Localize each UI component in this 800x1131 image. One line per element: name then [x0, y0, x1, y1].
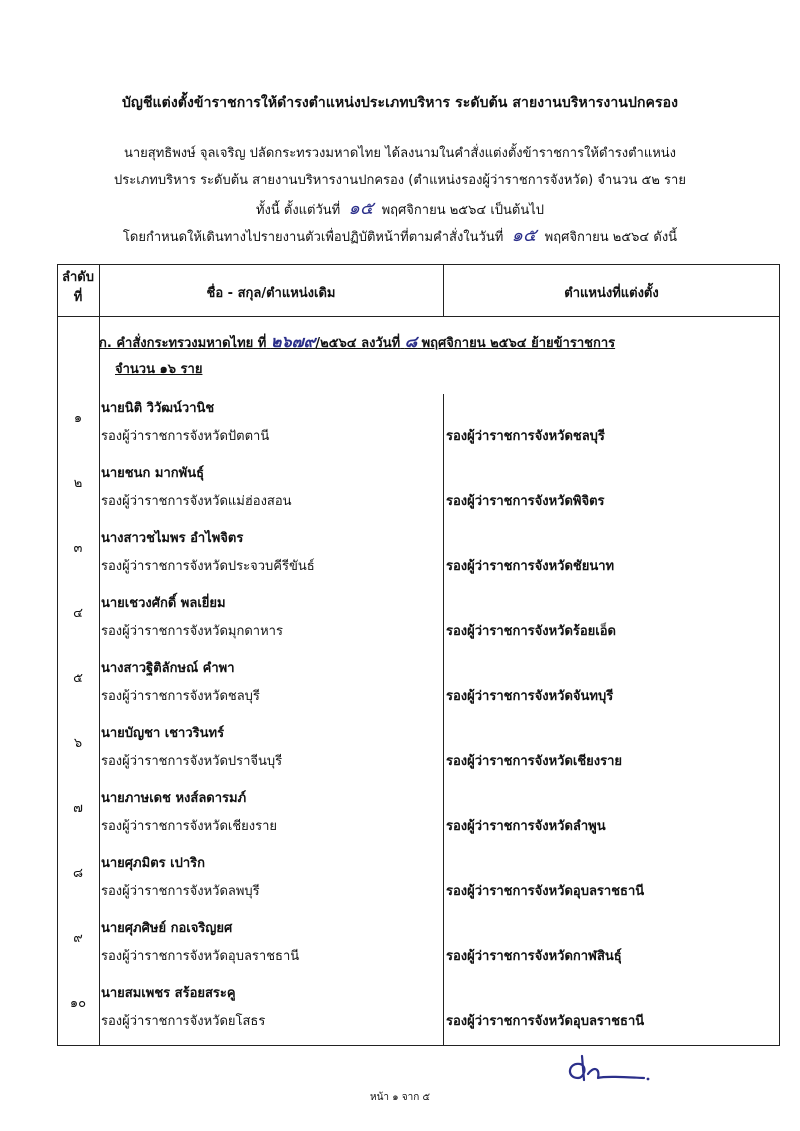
table-row [57, 722, 780, 784]
row-new-position: รองผู้ว่าราชการจังหวัดอุบลราชธานี [446, 1014, 645, 1029]
row-name: นายศุภศิษย์ กอเจริญยศ [101, 921, 233, 936]
row-new-position: รองผู้ว่าราชการจังหวัดร้อยเอ็ด [446, 624, 616, 639]
order-pre: ก. คำสั่งกระทรวงมหาดไทย ที่ [99, 336, 267, 351]
row-name: นางสาวฐิติลักษณ์ คำพา [101, 661, 235, 676]
row-old-position: รองผู้ว่าราชการจังหวัดปัตตานี [101, 429, 270, 444]
row-number: ๙ [73, 931, 83, 946]
table-row [57, 527, 780, 589]
row-number: ๒ [73, 476, 83, 491]
table-row [57, 917, 780, 979]
row-old-position: รองผู้ว่าราชการจังหวัดประจวบคีรีขันธ์ [101, 559, 315, 574]
row-old-position: รองผู้ว่าราชการจังหวัดยโสธร [101, 1014, 266, 1029]
row-new-position: รองผู้ว่าราชการจังหวัดกาฬสินธุ์ [446, 949, 622, 964]
handwritten-initials-signature [564, 1048, 654, 1086]
intro-line-3-post: พฤศจิกายน ๒๕๖๔ เป็นต้นไป [381, 203, 545, 218]
row-name: นายนิติ วิวัฒน์วานิช [101, 401, 215, 416]
table-row [57, 592, 780, 654]
row-old-position: รองผู้ว่าราชการจังหวัดแม่ฮ่องสอน [101, 494, 292, 509]
intro-line-3-pre: ทั้งนี้ ตั้งแต่วันที่ [255, 203, 341, 218]
table-row [57, 657, 780, 719]
row-old-position: รองผู้ว่าราชการจังหวัดชลบุรี [101, 689, 260, 704]
row-name: นายบัญชา เชาวรินทร์ [101, 726, 225, 741]
table-row [57, 852, 780, 914]
row-new-position: รองผู้ว่าราชการจังหวัดจันทบุรี [446, 689, 614, 704]
handwritten-order-day: ๘ [404, 332, 418, 351]
order-line-2: จำนวน ๑๖ ราย [115, 362, 203, 377]
row-name: นายสมเพชร สร้อยสระคู [101, 986, 236, 1001]
row-old-position: รองผู้ว่าราชการจังหวัดปราจีนบุรี [101, 754, 283, 769]
table-row [57, 397, 780, 459]
row-name: นางสาวชไมพร อำไพจิตร [101, 531, 244, 546]
row-number: ๓ [73, 541, 83, 556]
intro-line-4 [0, 220, 800, 249]
intro-line-4-post: พฤศจิกายน ๒๕๖๔ ดังนี้ [544, 230, 678, 245]
row-number: ๖ [73, 736, 83, 751]
order-line-1 [99, 330, 615, 355]
order-post: พฤศจิกายน ๒๕๖๔ ย้ายข้าราชการ [421, 336, 616, 351]
intro-line-1: นายสุทธิพงษ์ จุลเจริญ ปลัดกระทรวงมหาดไทย ได้ลงนามในคำสั่งแต่งตั้งข้าราชการให้ดำรงตำแหน่ง [123, 146, 676, 161]
row-new-position: รองผู้ว่าราชการจังหวัดพิจิตร [446, 494, 605, 509]
row-new-position: รองผู้ว่าราชการจังหวัดชลบุรี [446, 429, 605, 444]
row-name: นายชนก มากพันธุ์ [101, 466, 205, 481]
row-number: ๑๐ [69, 996, 87, 1011]
handwritten-order-number: ๒๖๗๙ [270, 332, 316, 351]
order-mid: /๒๕๖๔ ลงวันที่ [315, 336, 401, 351]
row-new-position: รองผู้ว่าราชการจังหวัดชัยนาท [446, 559, 615, 574]
header-name: ชื่อ - สกุล/ตำแหน่งเดิม [206, 286, 336, 301]
header-order-line1: ลำดับ [62, 270, 94, 285]
header-order [57, 268, 99, 308]
row-number: ๘ [72, 866, 84, 881]
row-name: นายเชวงศักดิ์ พลเยี่ยม [101, 596, 226, 611]
handwritten-report-day: ๑๕ [511, 225, 537, 246]
row-name: นายศุภมิตร เปาริก [101, 856, 205, 871]
row-number: ๕ [73, 671, 83, 686]
row-number: ๑ [73, 411, 83, 426]
row-name: นายภาษเดช หงส์ลดารมภ์ [101, 791, 247, 806]
row-number: ๔ [73, 606, 83, 621]
intro-line-3 [0, 193, 800, 222]
document-title: บัญชีแต่งตั้งข้าราชการให้ดำรงตำแหน่งประเภทบริหาร ระดับต้น สายงานบริหารงานปกครอง [121, 95, 679, 111]
row-number: ๗ [73, 801, 83, 816]
header-order-line2: ที่ [73, 290, 83, 305]
row-old-position: รองผู้ว่าราชการจังหวัดเชียงราย [101, 819, 278, 834]
header-divider [57, 316, 780, 317]
row-new-position: รองผู้ว่าราชการจังหวัดอุบลราชธานี [446, 884, 645, 899]
intro-line-2: ประเภทบริหาร ระดับต้น สายงานบริหารงานปกครอง (ตำแหน่งรองผู้ว่าราชการจังหวัด) จำนวน ๕๒ ราย [114, 173, 686, 188]
table-row [57, 787, 780, 849]
header-new-position: ตำแหน่งที่แต่งตั้ง [564, 286, 659, 301]
table-row [57, 982, 780, 1044]
row-old-position: รองผู้ว่าราชการจังหวัดอุบลราชธานี [101, 949, 300, 964]
row-new-position: รองผู้ว่าราชการจังหวัดเชียงราย [446, 754, 623, 769]
page-number-footer: หน้า ๑ จาก ๕ [369, 1092, 431, 1103]
row-new-position: รองผู้ว่าราชการจังหวัดลำพูน [446, 819, 606, 834]
handwritten-day: ๑๕ [348, 198, 374, 219]
row-old-position: รองผู้ว่าราชการจังหวัดมุกดาหาร [101, 624, 283, 639]
table-row [57, 462, 780, 524]
row-old-position: รองผู้ว่าราชการจังหวัดลพบุรี [101, 884, 260, 899]
intro-line-4-pre: โดยกำหนดให้เดินทางไปรายงานตัวเพื่อปฏิบัติหน้าที่ตามคำสั่งในวันที่ [122, 230, 504, 245]
